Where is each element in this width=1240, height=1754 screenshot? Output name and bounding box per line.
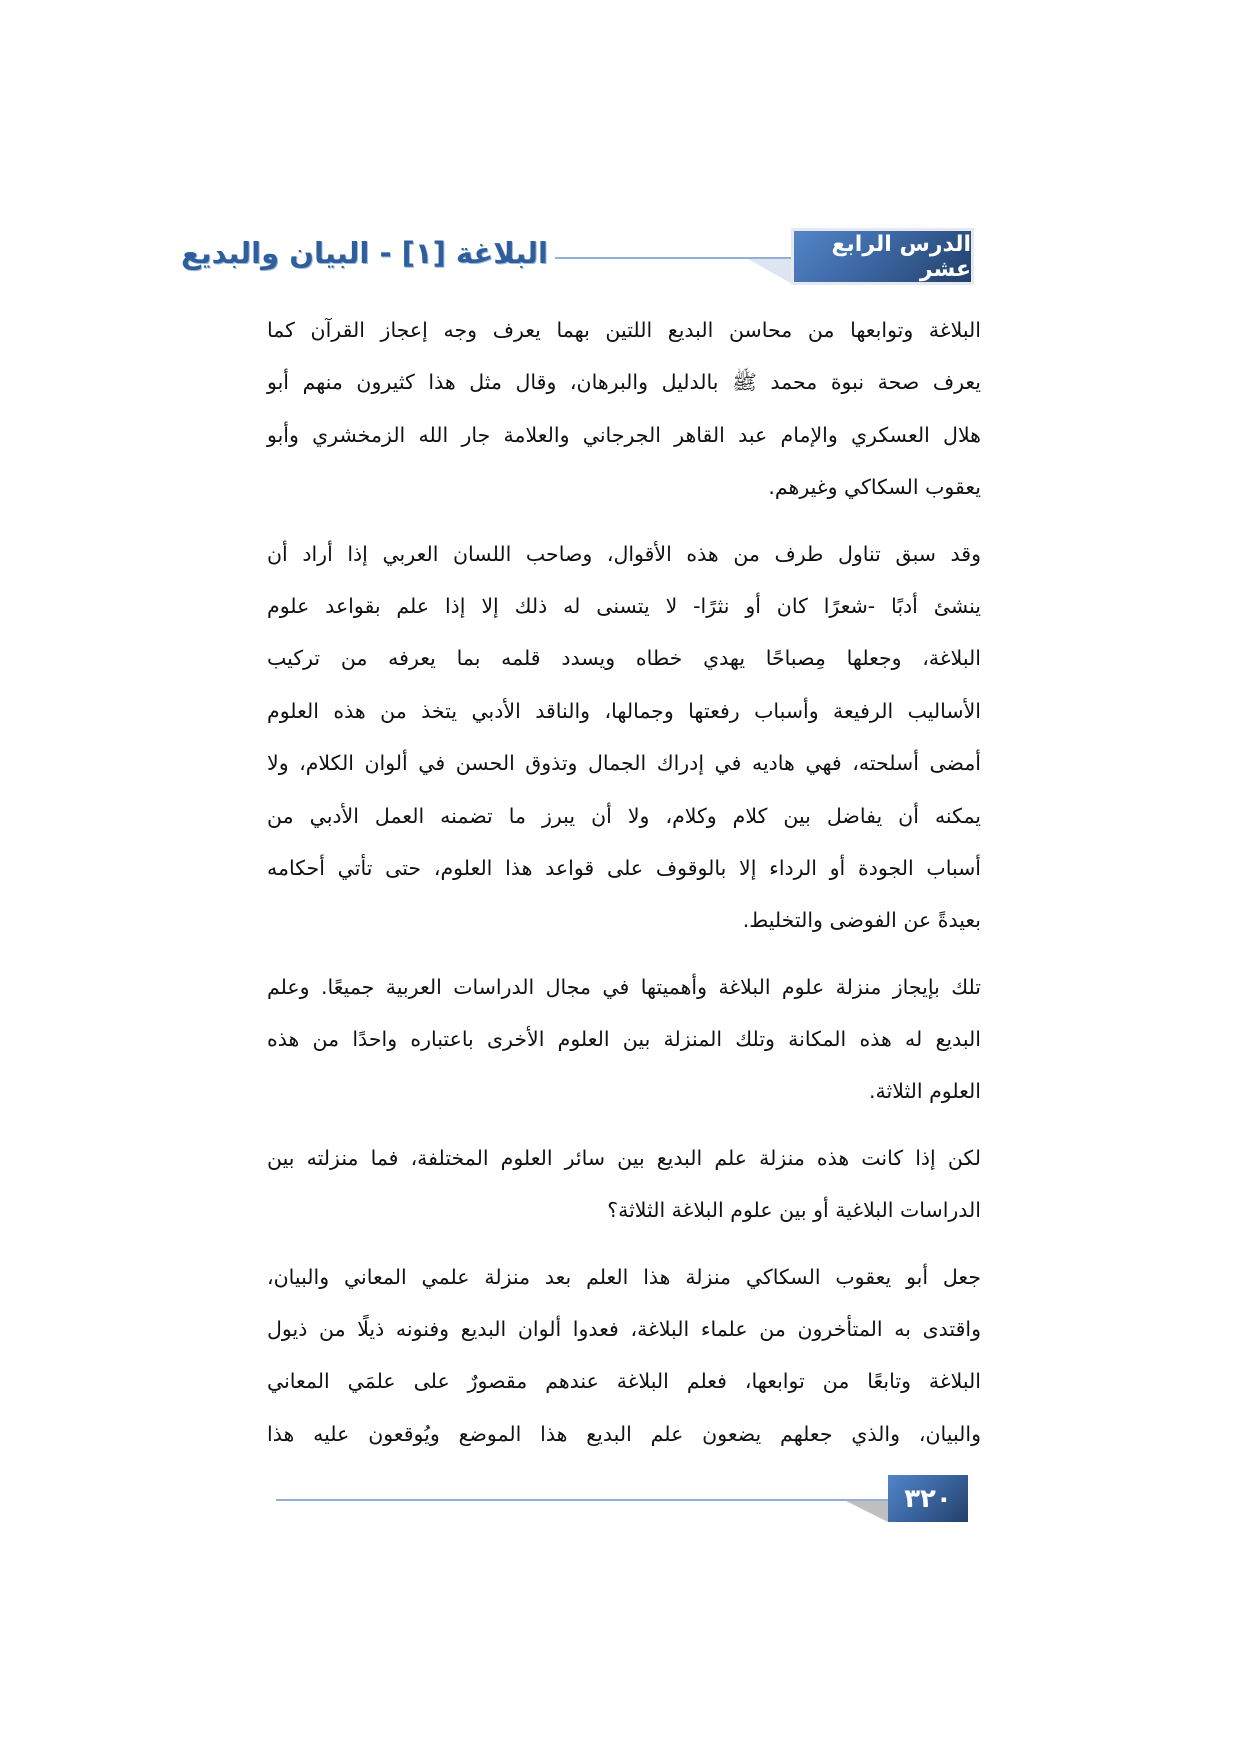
text-line: البلاغة وتابعًا من توابعها، فعلم البلاغة عندهم مقصورٌ على علمَي المعاني	[267, 1369, 981, 1394]
text-line: واقتدى به المتأخرون من علماء البلاغة، فعدوا ألوان البديع وفنونه ذيلًا من ذيول	[267, 1317, 981, 1342]
header-rule-shadow	[748, 259, 794, 285]
text-line: أمضى أسلحته، فهي هاديه في إدراك الجمال وتذوق الحسن في ألوان الكلام، ولا	[267, 751, 981, 776]
text-line: هلال العسكري والإمام عبد القاهر الجرجاني والعلامة جار الله الزمخشري وأبو	[267, 422, 981, 447]
paragraph	[267, 531, 981, 950]
text-line: البلاغة، وجعلها مِصباحًا يهدي خطاه ويسدد قلمه بما يعرفه من تركيب	[267, 646, 981, 671]
text-line: تلك بإيجاز منزلة علوم البلاغة وأهميتها في مجال الدراسات العربية جميعًا. وعلم	[267, 974, 981, 999]
text-line: الأساليب الرفيعة وأسباب رفعتها وجمالها، والناقد الأدبي يتخذ من هذه العلوم	[267, 698, 981, 723]
text-line: البلاغة وتوابعها من محاسن البديع اللتين بهما يعرف وجه إعجاز القرآن كما	[267, 318, 981, 342]
page-number-box	[888, 1475, 968, 1522]
text-line: يمكنه أن يفاضل بين كلام وكلام، ولا أن يبرز ما تضمنه العمل الأدبي من	[267, 803, 981, 828]
text-line: يعقوب السكاكي وغيرهم.	[768, 475, 981, 500]
paragraph	[267, 964, 981, 1121]
paragraph	[267, 1254, 981, 1464]
text-line: البديع له هذه المكانة وتلك المنزلة بين العلوم الأخرى باعتباره واحدًا من هذه	[267, 1027, 981, 1052]
text-line: بعيدةً عن الفوضى والتخليط.	[742, 908, 981, 933]
lesson-label-box	[794, 231, 971, 282]
paragraph	[267, 307, 981, 517]
page-number: ٣٢٠	[904, 1483, 952, 1514]
paragraph	[267, 1135, 981, 1240]
footer-rule-shadow	[846, 1501, 888, 1522]
text-line: جعل أبو يعقوب السكاكي منزلة هذا العلم بعد منزلة علمي المعاني والبيان،	[267, 1264, 981, 1289]
text-line: أسباب الجودة أو الرداء إلا بالوقوف على قواعد هذا العلوم، حتى تأتي أحكامه	[267, 855, 981, 880]
text-line: العلوم الثلاثة.	[869, 1079, 981, 1104]
text-line: الدراسات البلاغية أو بين علوم البلاغة الثلاثة؟	[607, 1198, 981, 1223]
chapter-title: البلاغة [١] - البيان والبديع	[180, 236, 548, 270]
body-text	[267, 307, 981, 1463]
text-line: ينشئ أدبًا -شعرًا كان أو نثرًا- لا يتسنى له ذلك إلا إذا علم بقواعد علوم	[267, 593, 981, 618]
text-line: لكن إذا كانت هذه منزلة علم البديع بين سائر العلوم المختلفة، فما منزلته بين	[267, 1145, 981, 1170]
footer-rule	[276, 1499, 888, 1501]
text-line: وقد سبق تناول طرف من هذه الأقوال، وصاحب اللسان العربي إذا أراد أن	[267, 541, 981, 566]
text-line: والبيان، والذي جعلهم يضعون علم البديع هذا الموضع ويُوقعون عليه هذا	[267, 1421, 981, 1446]
text-line: يعرف صحة نبوة محمد ﷺ بالدليل والبرهان، وقال مثل هذا كثيرون منهم أبو	[267, 370, 981, 395]
lesson-label: الدرس الرابع عشر	[831, 231, 971, 282]
